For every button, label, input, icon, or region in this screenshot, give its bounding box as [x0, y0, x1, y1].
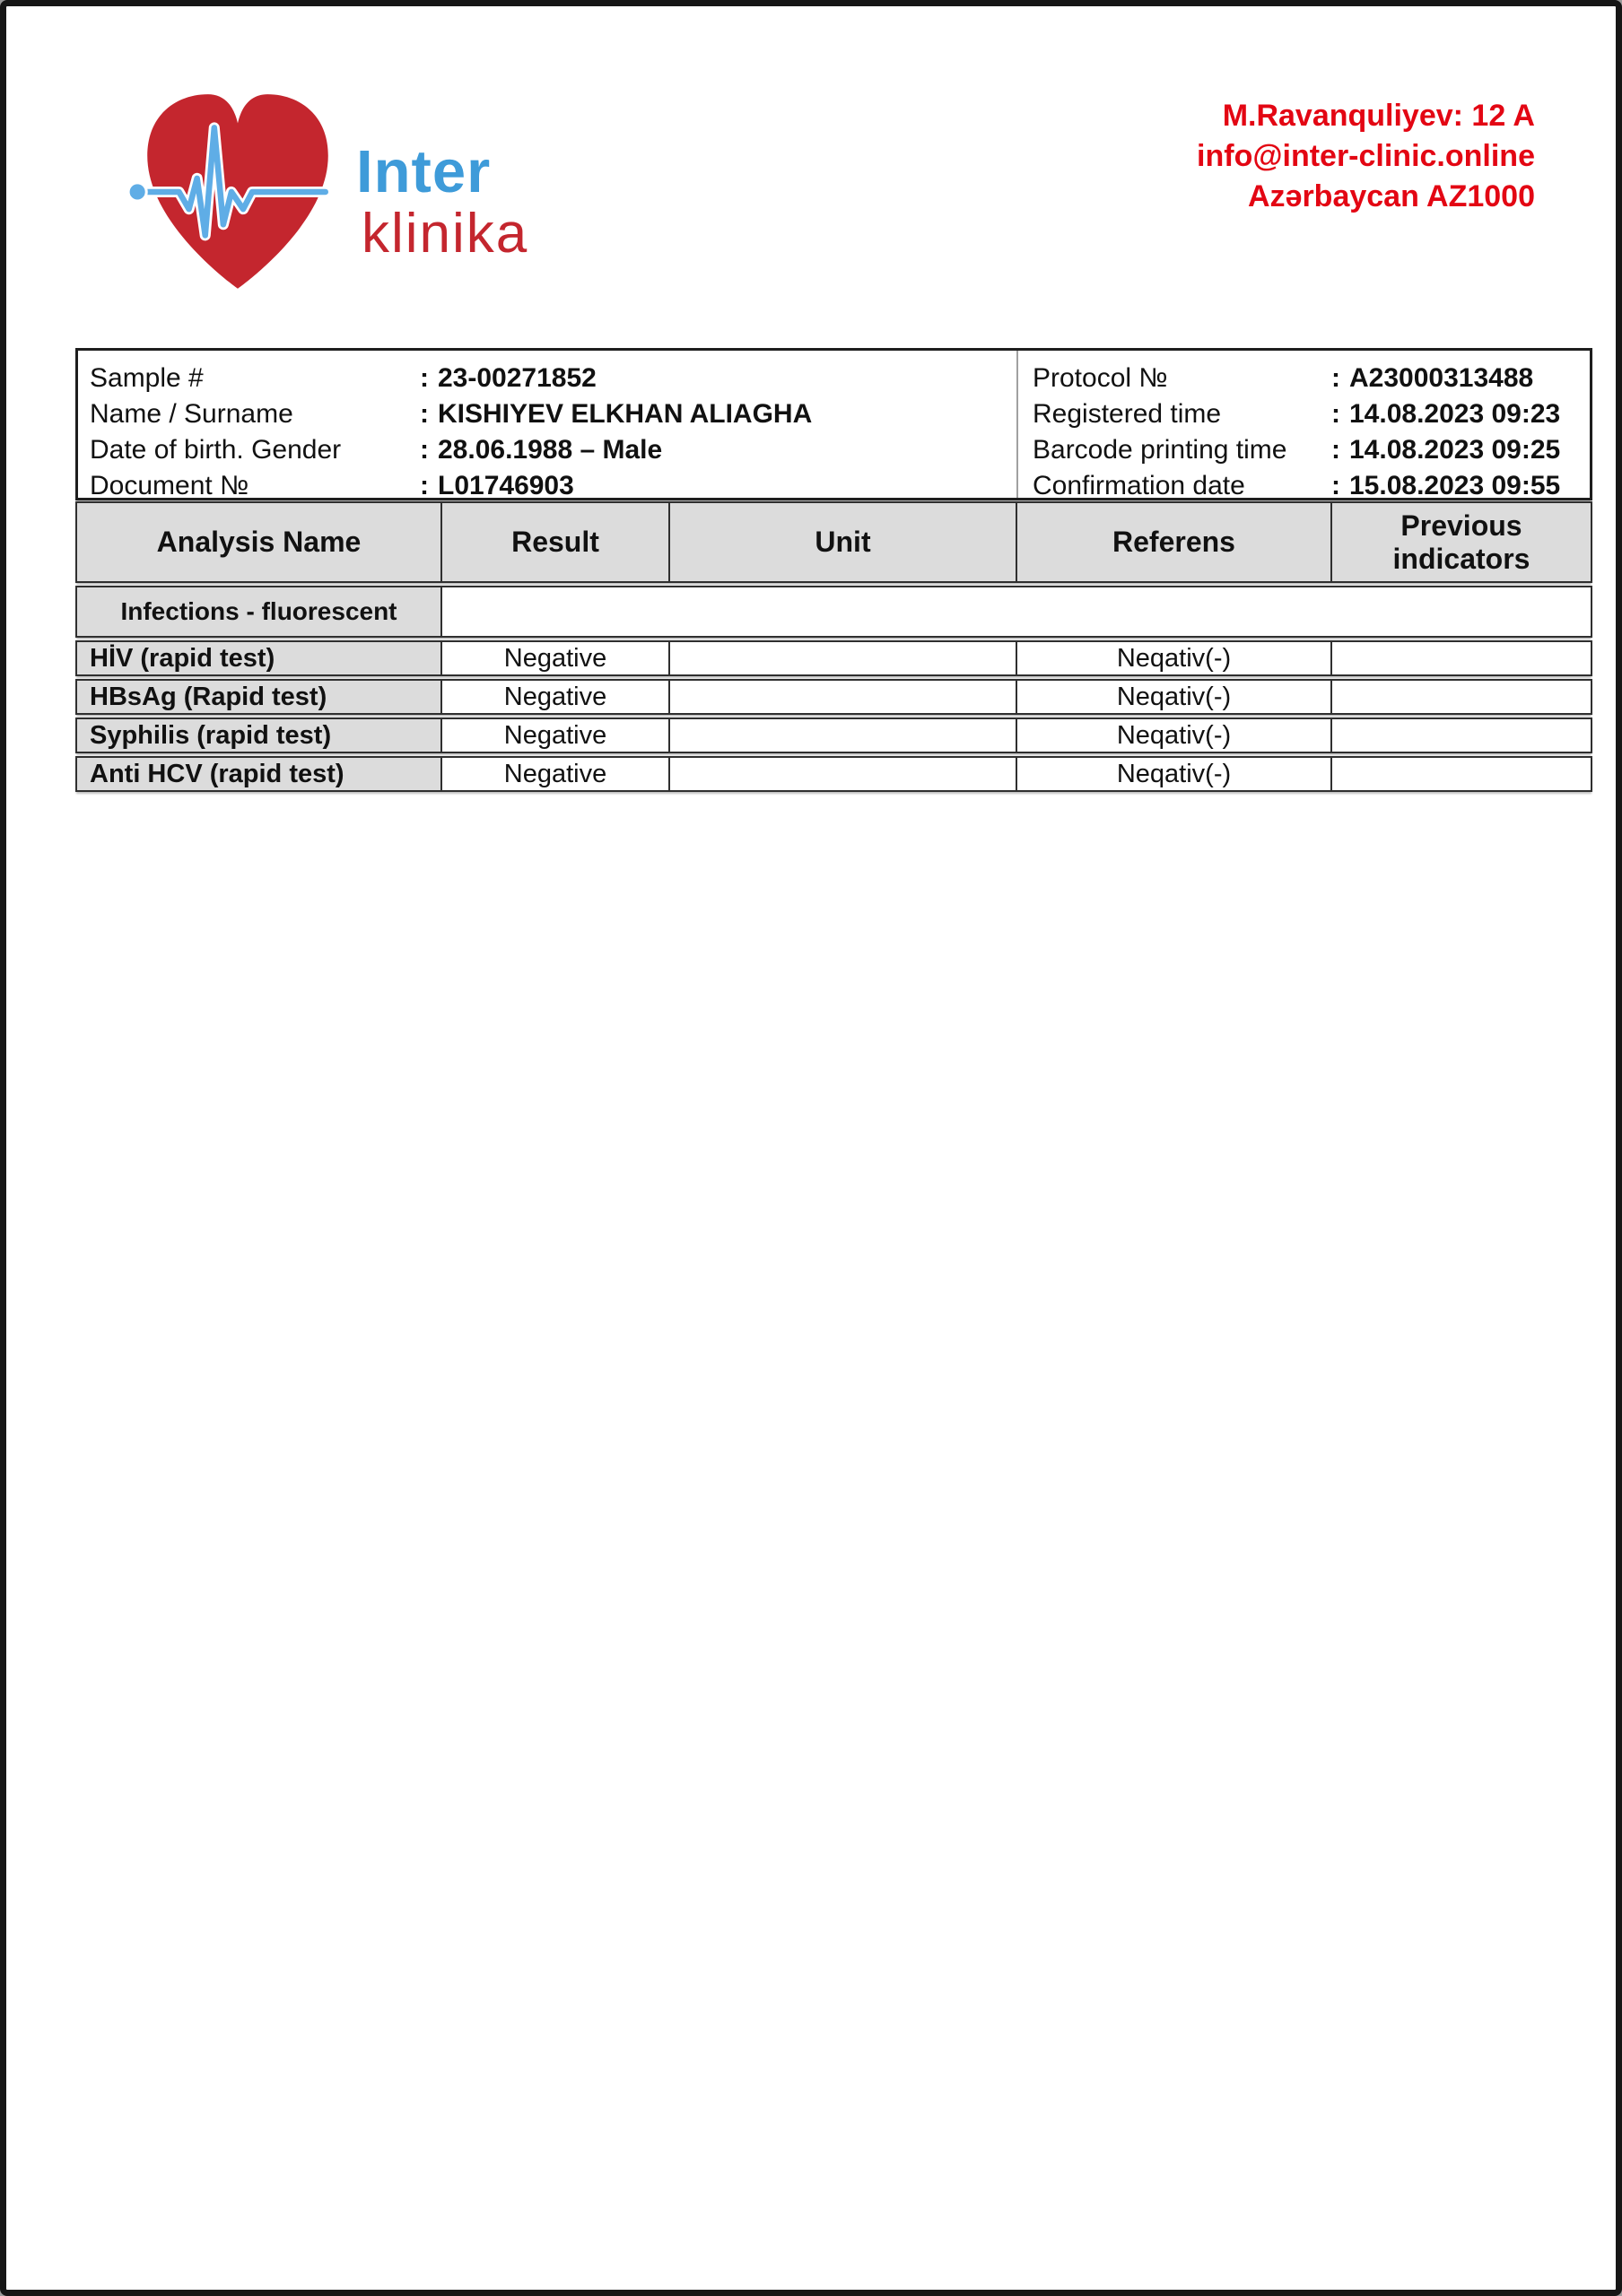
info-value: : 14.08.2023 09:25 — [1331, 435, 1561, 465]
referens-value: Neqativ(-) — [1016, 681, 1330, 713]
info-row-name-surname — [90, 396, 1016, 432]
info-value: : 28.06.1988 – Male — [420, 435, 663, 465]
info-value: : 14.08.2023 09:23 — [1331, 399, 1561, 429]
patient-info-left — [78, 351, 1018, 498]
unit-value — [668, 758, 1016, 790]
info-label: Registered time — [1033, 399, 1222, 429]
info-row-confirmation-date — [1033, 468, 1590, 504]
contact-address-line: M.Ravanquliyev: 12 A — [1222, 99, 1535, 133]
table-row-hiv — [75, 640, 1592, 676]
result-value: Negative — [440, 642, 668, 674]
brand-name-inter: Inter — [356, 138, 492, 205]
column-header-referens: Referens — [1016, 503, 1330, 581]
patient-info-box — [75, 348, 1592, 500]
previous-value — [1330, 642, 1591, 674]
previous-value — [1330, 719, 1591, 752]
table-row-anti-hcv — [75, 756, 1592, 792]
info-value: : 23-00271852 — [420, 363, 597, 393]
column-header-result: Result — [440, 503, 668, 581]
info-value: : 15.08.2023 09:55 — [1331, 471, 1561, 500]
section-empty-cell — [440, 587, 1591, 636]
contact-country-line: Azərbaycan AZ1000 — [1247, 179, 1535, 213]
previous-value — [1330, 758, 1591, 790]
info-label: Date of birth. Gender — [90, 435, 342, 465]
info-row-birth-gender — [90, 432, 1016, 468]
column-header-unit: Unit — [668, 503, 1016, 581]
info-label: Sample # — [90, 363, 204, 393]
info-row-document-number — [90, 468, 1016, 504]
column-header-analysis-name: Analysis Name — [77, 503, 440, 581]
info-label: Barcode printing time — [1033, 435, 1287, 465]
info-row-protocol-number — [1033, 361, 1590, 396]
info-label: Name / Surname — [90, 399, 293, 429]
result-value: Negative — [440, 758, 668, 790]
clinic-contact-block — [1197, 96, 1535, 217]
unit-value — [668, 681, 1016, 713]
results-table — [75, 501, 1592, 795]
result-value: Negative — [440, 681, 668, 713]
info-value: : L01746903 — [420, 471, 574, 500]
brand-name-klinika: klinika — [362, 203, 529, 265]
referens-value: Neqativ(-) — [1016, 642, 1330, 674]
results-table-header — [75, 501, 1592, 583]
analysis-name: Anti HCV (rapid test) — [77, 758, 440, 790]
clinic-logo — [125, 76, 609, 318]
info-label: Document № — [90, 471, 249, 500]
heart-ecg-icon — [125, 76, 351, 311]
previous-value — [1330, 681, 1591, 713]
table-row-syphilis — [75, 718, 1592, 753]
result-value: Negative — [440, 719, 668, 752]
section-title: Infections - fluorescent — [77, 587, 440, 636]
section-row-infections — [75, 586, 1592, 638]
unit-value — [668, 642, 1016, 674]
referens-value: Neqativ(-) — [1016, 758, 1330, 790]
info-row-registered-time — [1033, 396, 1590, 432]
info-value: : KISHIYEV ELKHAN ALIAGHA — [420, 399, 813, 429]
info-value: : A23000313488 — [1331, 363, 1534, 393]
column-header-previous-indicators: Previous indicators — [1330, 503, 1591, 581]
analysis-name: HBsAg (Rapid test) — [77, 681, 440, 713]
patient-info-right — [1018, 351, 1590, 498]
analysis-name: HİV (rapid test) — [77, 642, 440, 674]
info-row-barcode-time — [1033, 432, 1590, 468]
analysis-name: Syphilis (rapid test) — [77, 719, 440, 752]
info-row-sample-number — [90, 361, 1016, 396]
unit-value — [668, 719, 1016, 752]
referens-value: Neqativ(-) — [1016, 719, 1330, 752]
info-label: Protocol № — [1033, 363, 1168, 393]
info-label: Confirmation date — [1033, 471, 1245, 500]
contact-email-line: info@inter-clinic.online — [1197, 139, 1535, 173]
table-row-hbsag — [75, 679, 1592, 715]
